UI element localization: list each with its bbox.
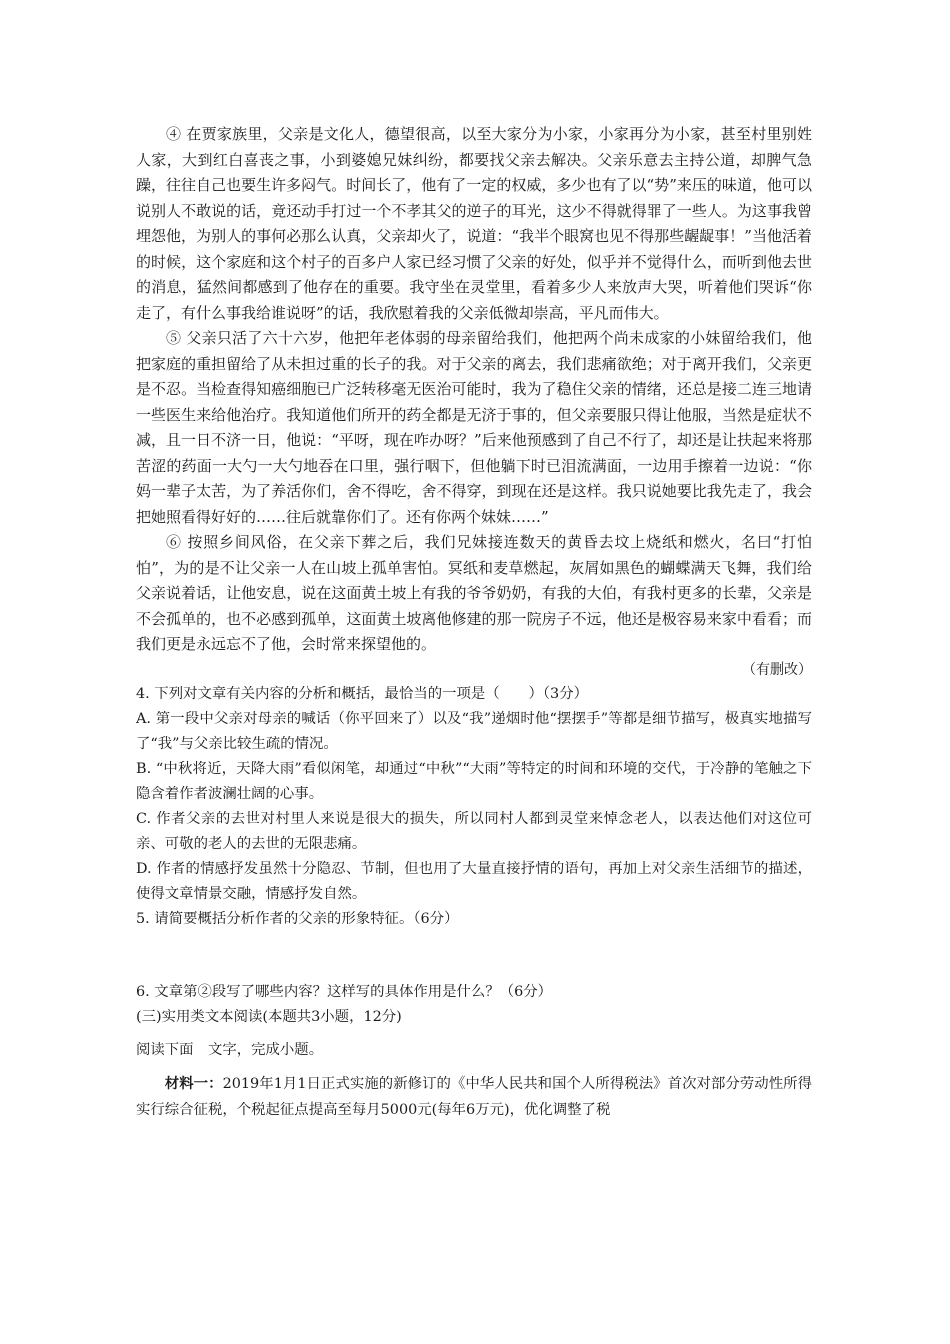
document-page — [136, 122, 812, 1123]
material-1-label: 材料一： — [164, 1074, 223, 1092]
material-1-paragraph — [136, 1071, 812, 1123]
passage-paragraph-5: ⑤ 父亲只活了六十六岁，他把年老体弱的母亲留给我们，他把两个尚未成家的小妹留给我们，他把家庭的重担留给了从未担过重的长子的我。对于父亲的离去，我们悲痛欲绝；对于离开我们，父亲更是不忍。当检查得知癌细胞已广泛转移毫无医治可能时，我为了稳住父亲的情绪，还总是接二连三地请一些医生来给他治疗。我知道他们所开的药全都是无济于事的，但父亲要服只得让他服，当然是症状不减，且一日不济一日，他说：“平呀，现在咋办呀？”后来他预感到了自己不行了，却还是让扶起来将那苦涩的药面一大勺一大勺地吞在口里，强行咽下，但他躺下时已泪流满面，一边用手擦着一边说：“你妈一辈子太苦，为了养活你们，舍不得吃，舍不得穿，到现在还是这样。我只说她要比我先走了，我会把她照看得好好的……往后就靠你们了。还有你两个妹妹……” — [136, 329, 812, 526]
question-4: 4. 下列对文章有关内容的分析和概括，最恰当的一项是（ ）（3分） — [136, 685, 588, 702]
section-3-heading: (三)实用类文本阅读(本题共3小题，12分) — [136, 1008, 402, 1025]
question-4-option-c: C. 作者父亲的去世对村里人来说是很大的损失，所以同村人都到灵堂来悼念老人，以表达他们对这位可亲、可敬的老人的去世的无限悲痛。 — [136, 810, 812, 852]
question-5: 5. 请简要概括分析作者的父亲的形象特征。（6分） — [136, 910, 459, 927]
section-3-instruction: 阅读下面 文字，完成小题。 — [136, 1041, 324, 1058]
question-4-option-a: A. 第一段中父亲对母亲的喊话（你平回来了）以及“我”递烟时他“摆摆手”等都是细节描写，极真实地描写了“我”与父亲比较生疏的情况。 — [136, 710, 812, 752]
source-note: （有删改） — [742, 661, 812, 678]
question-6: 6. 文章第②段写了哪些内容？这样写的具体作用是什么？（6分） — [136, 983, 553, 1000]
question-4-option-d: D. 作者的情感抒发虽然十分隐忍、节制，但也用了大量直接抒情的语句，再加上对父亲生活细节的描述，使得文章情景交融，情感抒发自然。 — [136, 860, 812, 902]
passage-paragraph-4: ④ 在贾家族里，父亲是文化人，德望很高，以至大家分为小家，小家再分为小家，甚至村里别姓人家，大到红白喜丧之事，小到婆媳兄妹纠纷，都要找父亲去解决。父亲乐意去主持公道，却脾气急躁，往往自己也要生许多闷气。时间长了，他有了一定的权威，多少也有了以“势”来压的味道，他可以说别人不敢说的话，竟还动手打过一个不孝其父的逆子的耳光，这少不得就得罪了一些人。为这事我曾埋怨他，为别人的事何必那么认真，父亲却火了，说道：“我半个眼窝也见不得那些龌龊事！”当他活着的时候，这个家庭和这个村子的百多户人家已经习惯了父亲的好处，似乎并不觉得什么，而听到他去世的消息，猛然间都感到了他存在的重要。我守坐在灵堂里，看着多少人来放声大哭，听着他们哭诉“你走了，有什么事我给谁说呀”的话，我欣慰着我的父亲低微却崇高，平凡而伟大。 — [136, 125, 812, 322]
material-1-text: 2019年1月1日正式实施的新修订的《中华人民共和国个人所得税法》首次对部分劳动性所得实行综合征税，个税起征点提高至每月5000元(每年6万元)，优化调整了税 — [136, 1075, 812, 1118]
passage-paragraph-6: ⑥ 按照乡间风俗，在父亲下葬之后，我们兄妹接连数天的黄昏去坟上烧纸和燃火，名曰“打怕怕”，为的是不让父亲一人在山坡上孤单害怕。冥纸和麦草燃起，灰屑如黑色的蝴蝶满天飞舞，我们给父亲说着话，让他安息，说在这面黄土坡上有我的爷爷奶奶，有我的大伯，有我村更多的长辈，父亲是不会孤单的，也不必感到孤单，这面黄土坡离他修建的那一院房子不远，他还是极容易来家中看看；而我们更是永远忘不了他，会时常来探望他的。 — [136, 533, 812, 653]
question-4-option-b: B. “中秋将近，天降大雨”看似闲笔，却通过“中秋”“大雨”等特定的时间和环境的交代，于冷静的笔触之下隐含着作者波澜壮阔的心事。 — [136, 760, 812, 802]
